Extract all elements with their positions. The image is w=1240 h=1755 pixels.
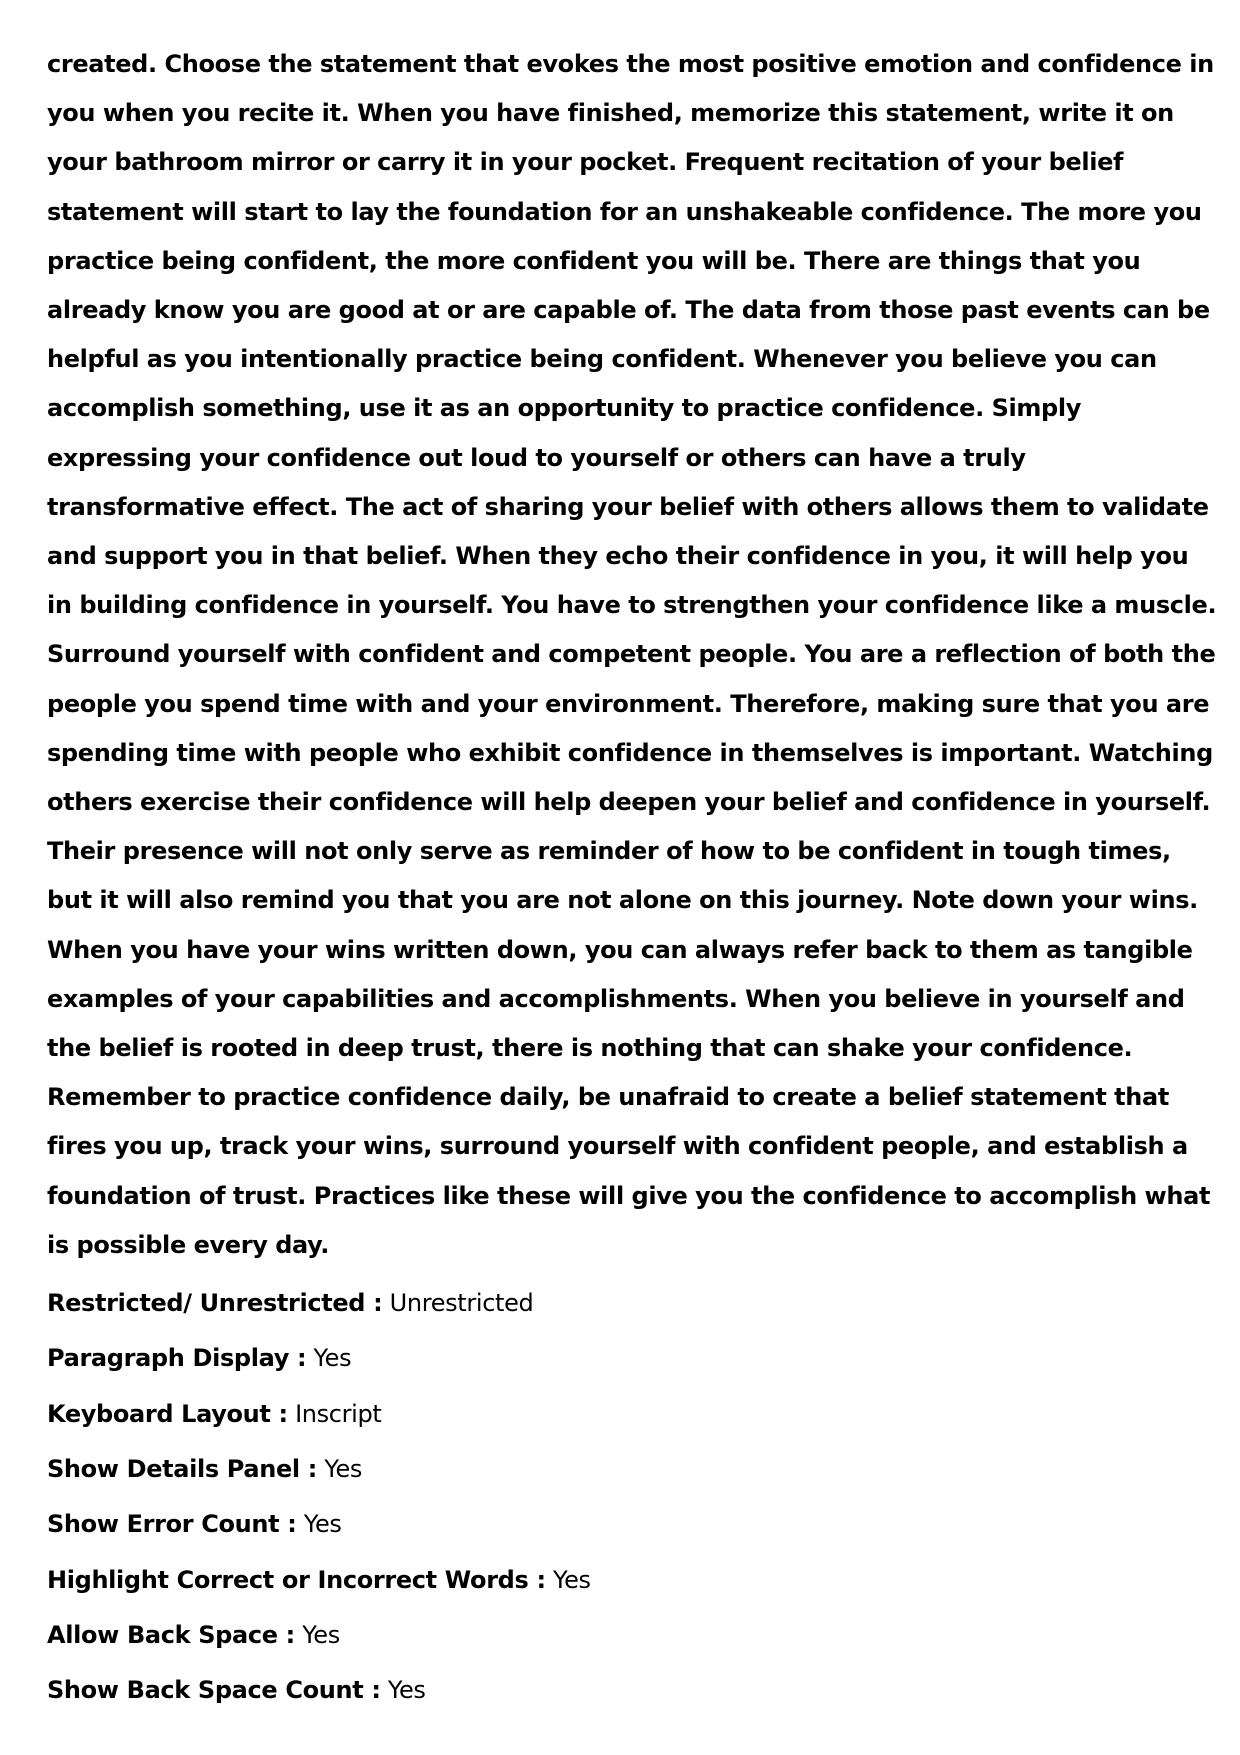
setting-value: Yes — [302, 1620, 340, 1649]
setting-show-details-panel — [47, 1442, 1217, 1497]
setting-value: Yes — [303, 1510, 342, 1539]
setting-show-error-count — [47, 1497, 1217, 1552]
setting-label: Show Back Space Count : — [47, 1676, 381, 1705]
setting-allow-back-space — [47, 1608, 1217, 1663]
document-page — [47, 40, 1217, 1718]
setting-label: Allow Back Space : — [47, 1620, 295, 1649]
setting-paragraph-display — [47, 1331, 1217, 1386]
setting-value: Unrestricted — [389, 1289, 534, 1318]
setting-value: Yes — [324, 1454, 363, 1483]
setting-label: Keyboard Layout : — [47, 1399, 288, 1428]
setting-value: Yes — [313, 1344, 352, 1373]
setting-keyboard-layout — [47, 1387, 1217, 1442]
setting-value: Yes — [387, 1676, 426, 1705]
setting-label: Paragraph Display : — [47, 1344, 307, 1373]
settings-list — [47, 1276, 1217, 1718]
setting-label: Highlight Correct or Incorrect Words : — [47, 1565, 546, 1594]
setting-highlight-words — [47, 1553, 1217, 1608]
setting-restriction — [47, 1276, 1217, 1331]
setting-value: Inscript — [295, 1399, 382, 1428]
setting-label: Restricted/ Unrestricted : — [47, 1289, 383, 1318]
setting-show-back-space-count — [47, 1663, 1217, 1718]
setting-value: Yes — [553, 1565, 591, 1594]
setting-label: Show Error Count : — [47, 1510, 297, 1539]
passage-text: created. Choose the statement that evokes the most positive emotion and confidence in you when you recite it. When you have finished, memorize this statement, write it on your bathroom mirror or carry it in your pocket. Frequent recitation of your belief statement will start to lay the foundation for an unshakeable confidence. The more you practice being confident, the more confident you will be. There are things that you already know you are good at or are capable of. The data from those past events can be helpful as you intentionally practice being confident. Whenever you believe you can accomplish something, use it as an opportunity to practice confidence. Simply expressing your confidence out loud to yourself or others can have a truly transformative effect. The act of sharing your belief with others allows them to validate and support you in that belief. When they echo their confidence in you, it will help you in building confidence in yourself. You have to strengthen your confidence like a muscle. Surround yourself with confident and competent people. You are a reflection of both the people you spend time with and your environment. Therefore, making sure that you are spending time with people who exhibit confidence in themselves is important. Watching others exercise their confidence will help deepen your belief and confidence in yourself. Their presence will not only serve as reminder of how to be confident in tough times, but it will also remind you that you are not alone on this journey. Note down your wins. When you have your wins written down, you can always refer back to them as tangible examples of your capabilities and accomplishments. When you believe in yourself and the belief is rooted in deep trust, there is nothing that can shake your confidence. Remember to practice confidence daily, be unafraid to create a belief statement that fires you up, track your wins, surround yourself with confident people, and establish a foundation of trust. Practices like these will give you the confidence to accomplish what is possible every day. — [47, 50, 1217, 1259]
setting-label: Show Details Panel : — [47, 1454, 318, 1483]
